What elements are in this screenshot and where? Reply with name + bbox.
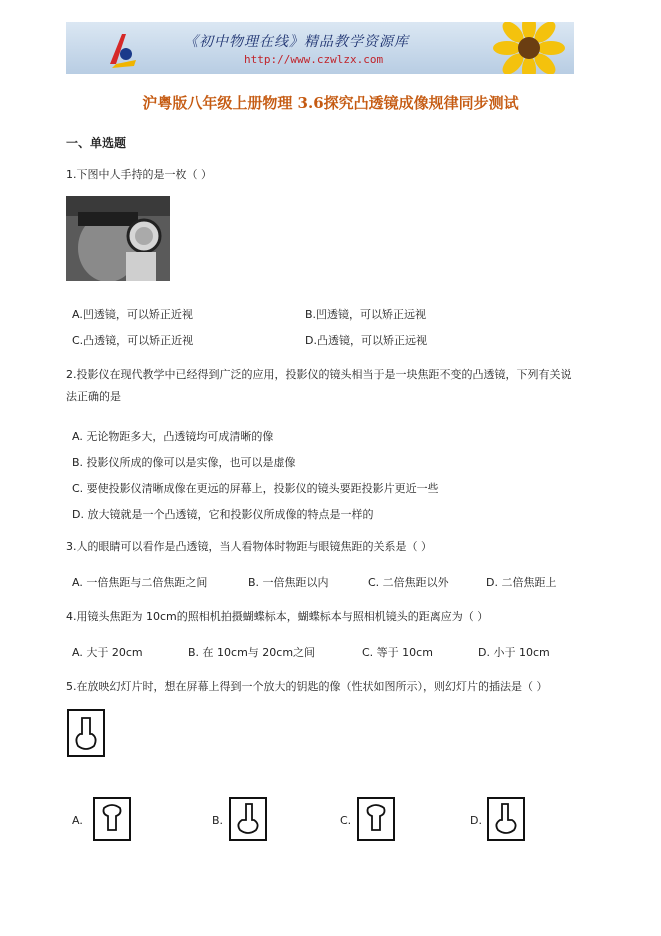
key-reference-image xyxy=(66,708,106,758)
question-4-option-a[interactable]: A. 大于 20cm xyxy=(72,646,143,659)
key-option-c-image[interactable] xyxy=(356,796,396,842)
key-option-b-image[interactable] xyxy=(228,796,268,842)
header-banner xyxy=(66,22,574,74)
banner-slogan: 《初中物理在线》精品教学资源库 xyxy=(184,34,409,50)
question-2-option-b[interactable]: B. 投影仪所成的像可以是实像，也可以是虚像 xyxy=(72,456,296,469)
question-2-text xyxy=(66,364,606,408)
sunflower-icon xyxy=(484,22,574,74)
key-option-a-image[interactable] xyxy=(92,796,132,842)
question-3-option-c[interactable]: C. 二倍焦距以外 xyxy=(368,576,449,589)
question-2-option-d[interactable]: D. 放大镜就是一个凸透镜，它和投影仪所成像的特点是一样的 xyxy=(72,508,374,521)
question-2-option-c[interactable]: C. 要使投影仪清晰成像在更远的屏幕上，投影仪的镜头要距投影片更近一些 xyxy=(72,482,439,495)
key-option-d-image[interactable] xyxy=(486,796,526,842)
question-3-option-a[interactable]: A. 一倍焦距与二倍焦距之间 xyxy=(72,576,208,589)
question-5-text: 5.在放映幻灯片时，想在屏幕上得到一个放大的钥匙的像（性状如图所示），则幻灯片的插法是（ ） xyxy=(66,680,548,693)
question-5-option-b[interactable]: B. xyxy=(212,814,224,827)
question-5-option-a[interactable]: A. xyxy=(72,814,83,827)
question-1-option-b[interactable]: B.凹透镜，可以矫正远视 xyxy=(305,308,427,321)
section-heading: 一、单选题 xyxy=(66,136,127,150)
question-3-option-b[interactable]: B. 一倍焦距以内 xyxy=(248,576,329,589)
question-4-option-b[interactable]: B. 在 10cm与 20cm之间 xyxy=(188,646,316,659)
question-4-option-d[interactable]: D. 小于 10cm xyxy=(478,646,550,659)
question-1-option-c[interactable]: C.凸透镜，可以矫正近视 xyxy=(72,334,194,347)
question-5-option-c[interactable]: C. xyxy=(340,814,352,827)
question-3-text: 3.人的眼睛可以看作是凸透镜，当人看物体时物距与眼镜焦距的关系是（ ） xyxy=(66,540,432,553)
question-1-option-d[interactable]: D.凸透镜，可以矫正远视 xyxy=(305,334,427,347)
question-1-option-a[interactable]: A.凹透镜，可以矫正近视 xyxy=(72,308,193,321)
question-5-option-d[interactable]: D. xyxy=(470,814,482,827)
question-2-text-line2: 法正确的是 xyxy=(66,390,121,403)
question-1-text: 1.下图中人手持的是一枚（ ） xyxy=(66,168,212,181)
banner-url[interactable]: http://www.czwlzx.com xyxy=(244,53,384,66)
question-4-text: 4.用镜头焦距为 10cm的照相机拍摄蝴蝶标本，蝴蝶标本与照相机镜头的距离应为（ ） xyxy=(66,610,489,623)
question-3-option-d[interactable]: D. 二倍焦距上 xyxy=(486,576,557,589)
question-2-option-a[interactable]: A. 无论物距多大，凸透镜均可成清晰的像 xyxy=(72,430,274,443)
question-2-text-line1: 2.投影仪在现代教学中已经得到广泛的应用，投影仪的镜头相当于是一块焦距不变的凸透镜，下列有关说 xyxy=(66,368,572,381)
question-4-option-c[interactable]: C. 等于 10cm xyxy=(362,646,433,659)
question-1-photo xyxy=(66,196,170,281)
page-title: 沪粤版八年级上册物理 3.6探究凸透镜成像规律同步测试 xyxy=(142,94,519,112)
site-logo xyxy=(106,30,140,70)
man-with-magnifier-image xyxy=(66,196,170,281)
